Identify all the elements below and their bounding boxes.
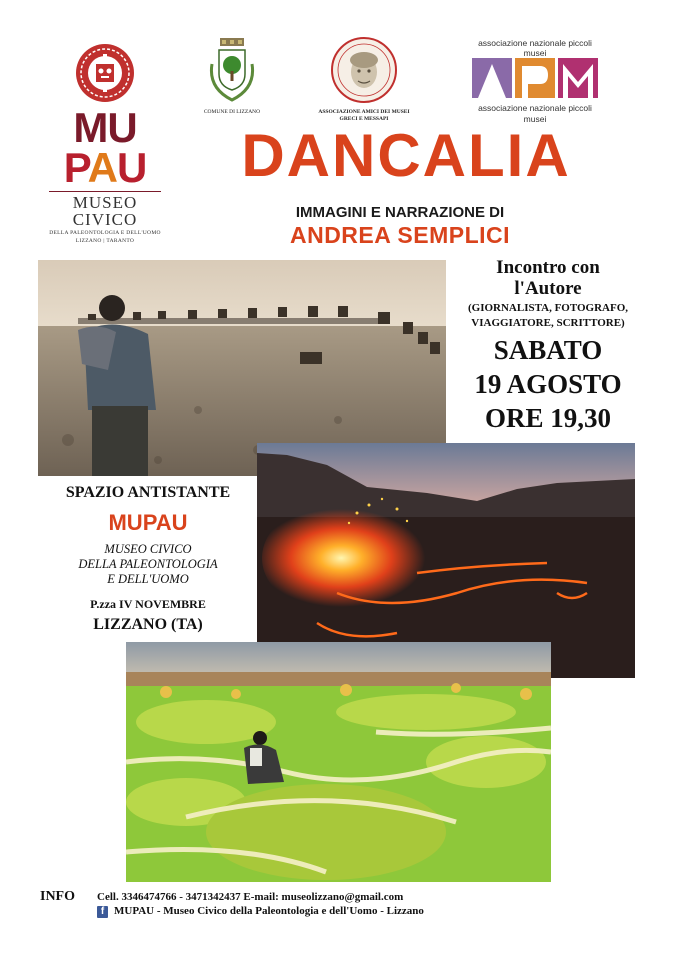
event-datetime [448,334,648,435]
apm-caption-bottom: associazione nazionale piccoli musei [478,103,592,124]
comune-logo [196,38,268,118]
apm-mark-icon [472,58,598,98]
amici-musei-logo [318,36,410,120]
event-time: ORE 19,30 [484,402,611,433]
mupau-logo-divider [49,191,161,192]
incontro-block [448,258,648,330]
incontro-line1: Incontro con [496,257,600,278]
contact-details: Cell. 3346474766 - 3471342437 E-mail: museolizzano@gmail.com [97,891,404,903]
mupau-emblem-icon [74,42,136,104]
museo-location: LIZZANO | TARANTO [75,238,135,245]
venue-name: MUPAU [108,510,188,535]
apm-logo [470,38,600,124]
author-roles-line2: VIAGGIATORE, SCRITTORE) [471,316,625,329]
dallol-salt-pools-photo [126,642,551,882]
apm-caption-top: associazione nazionale piccoli musei [478,38,592,59]
venue-block [40,484,256,634]
greek-head-medallion-icon [330,36,398,104]
event-day: SABATO [493,335,603,365]
museo-subtitle: DELLA PALEONTOLOGIA E DELL'UOMO [49,229,161,236]
venue-desc-line1: MUSEO CIVICO [104,542,192,556]
museo-line1: MUSEO [72,192,138,212]
mupau-logo-line1: MU [73,104,137,151]
facebook-page: MUPAU - Museo Civico della Paleontologia e dell'Uomo - Lizzano [114,905,424,917]
poster-title: DANCALIA [241,122,571,189]
venue-desc-line2: DELLA PALEONTOLOGIA [78,557,218,571]
amici-caption-line2: GRECI E MESSAPI [339,115,389,122]
lizzano-crest-icon [206,38,258,104]
event-date: 19 AGOSTO [474,368,622,399]
museo-line2: CIVICO [72,209,138,229]
mupau-logo [44,40,166,255]
venue-desc-line3: E DELL'UOMO [107,572,189,586]
venue-city: LIZZANO (TA) [93,616,203,633]
info-label: INFO [40,889,75,904]
venue-lead: SPAZIO ANTISTANTE [65,484,231,501]
venue-address: P.zza IV NOVEMBRE [90,597,206,611]
comune-caption: COMUNE DI LIZZANO [203,109,261,115]
facebook-icon: f [97,906,108,918]
author-name: ANDREA SEMPLICI [289,222,511,248]
amici-caption-line1: ASSOCIAZIONE AMICI DEI MUSEI [318,109,410,115]
poster-subtitle: IMMAGINI E NARRAZIONE DI [295,204,505,221]
author-roles-line1: (GIORNALISTA, FOTOGRAFO, [467,301,629,314]
mupau-logo-line2: PAU [63,143,147,191]
incontro-line2: l'Autore [514,277,582,299]
